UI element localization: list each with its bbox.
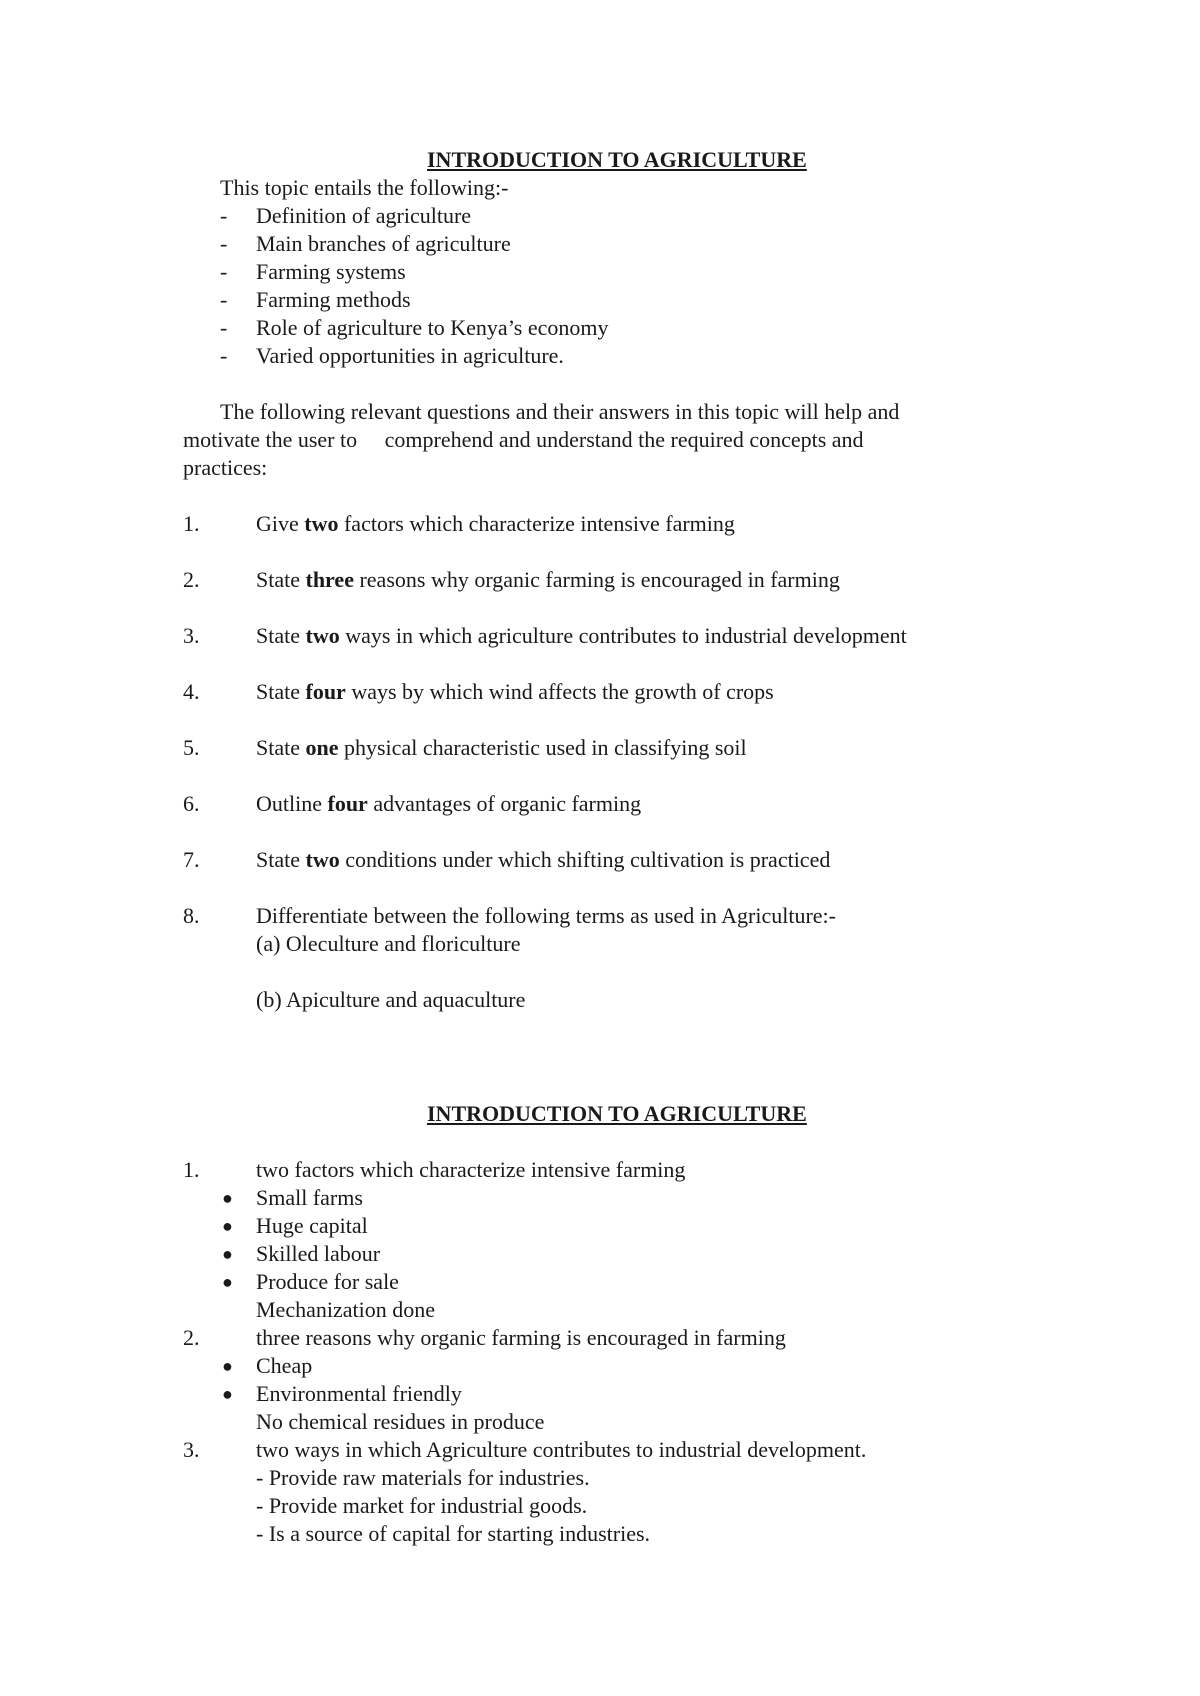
dash-marker: - [220, 203, 228, 228]
dash-marker: - [220, 231, 228, 256]
bullet-icon: ● [222, 1384, 233, 1404]
bullet-icon: ● [222, 1356, 233, 1376]
answer-line: - Provide market for industrial goods. [256, 1493, 588, 1518]
bullet-icon: ● [222, 1188, 233, 1208]
bullet-icon: ● [222, 1244, 233, 1264]
dash-marker: - [220, 343, 228, 368]
paragraph-line: practices: [183, 455, 268, 480]
sub-question: (b) Apiculture and aquaculture [256, 987, 526, 1012]
answer-line: - Is a source of capital for starting industries. [256, 1521, 651, 1546]
section-title: INTRODUCTION TO AGRICULTURE [427, 1101, 807, 1126]
dash-marker: - [220, 259, 228, 284]
paragraph-line: The following relevant questions and their answers in this topic will help and [220, 399, 900, 424]
answer-line: Mechanization done [256, 1297, 435, 1322]
intro-text: This topic entails the following:- [220, 175, 509, 200]
answer-line: No chemical residues in produce [256, 1409, 545, 1434]
dash-marker: - [220, 287, 228, 312]
sub-question: (a) Oleculture and floriculture [256, 931, 521, 956]
answer-line: - Provide raw materials for industries. [256, 1465, 590, 1490]
section-title: INTRODUCTION TO AGRICULTURE [427, 147, 807, 172]
bullet-icon: ● [222, 1216, 233, 1236]
paragraph-line: motivate the user to comprehend and understand the required concepts and [183, 427, 864, 452]
document-page: INTRODUCTION TO AGRICULTURE This topic entails the following:- - Definition of agriculture - Main branches of agriculture - Farming systems - Farming methods - Role of agriculture to Kenya’s economy - Varied opportunities in agriculture. The following relevant questions and their answers in this topic will help and motivate the user to comprehend and understand the required concepts and practices: 1. Give two factors which characterize intensive farming 2. State three reasons why organic farming is encouraged in farming 3. State two ways in which agriculture contributes to industrial development 4. State four ways by which wind affects the growth of crops 5. State one physical characteristic used in classifying soil 6. Outline four advantages of organic farming 7. State two conditions under which shifting cultivation is practiced 8. Differentiate between the following terms as used in Agriculture:- (a) Oleculture and floriculture (b) Apiculture and aquaculture INTRODUCTION TO AGRICULTURE 1. two factors which characterize intensive farming ● Small farms ● Huge capital ● Skilled labour ● Produce for sale Mechanization done 2. three reasons why organic farming is encouraged in farming ● Cheap ● Environmental friendly No chemical residues in produce 3. two ways in which Agriculture contributes to industrial development. - Provide raw materials for industries. - Provide market for industrial goods. - Is a source of capital for starting industries. [183, 147, 907, 1546]
bullet-icon: ● [222, 1272, 233, 1292]
dash-marker: - [220, 315, 228, 340]
